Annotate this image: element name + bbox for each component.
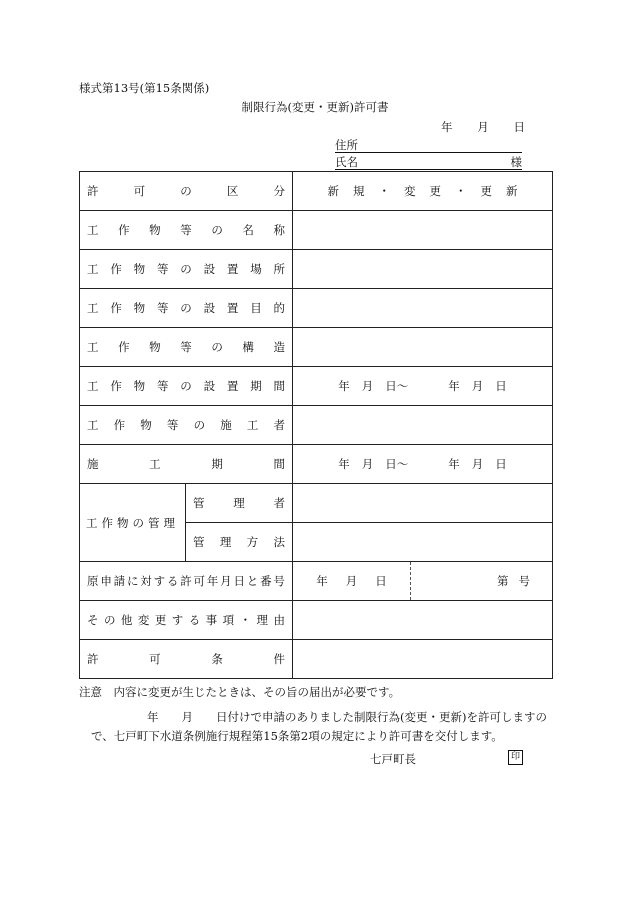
label-char: 造 <box>273 340 285 354</box>
label-char: 分 <box>273 184 285 198</box>
label-char: 対 <box>140 574 152 588</box>
date-char: 年 <box>316 574 328 588</box>
manager-field[interactable] <box>293 484 553 523</box>
form-row <box>80 445 553 484</box>
value-char: 月 <box>471 457 484 471</box>
management-row-manager <box>80 484 553 523</box>
name-label: 氏名 <box>335 155 358 169</box>
label-char: 区 <box>226 184 239 198</box>
label-char: 年 <box>206 574 219 588</box>
row-label <box>80 367 293 406</box>
label-char: 新 <box>327 184 339 198</box>
label-char: 可 <box>193 574 205 588</box>
original-permit-field[interactable] <box>293 562 553 601</box>
value-char: 年 <box>448 379 460 393</box>
label-char: 等 <box>156 301 169 315</box>
permit-conditions-row <box>80 640 553 679</box>
value-char: 日〜 <box>385 379 409 393</box>
label-char: 可 <box>133 184 146 198</box>
label-char: 番 <box>260 574 272 588</box>
seal-mark: 印 <box>508 750 523 765</box>
label-char: 物 <box>133 379 146 393</box>
value-char: 日 <box>495 379 507 393</box>
label-char: 許 <box>87 652 99 666</box>
label-char: の <box>211 223 223 237</box>
label-char: 方 <box>246 535 259 549</box>
label-char: に <box>126 574 139 588</box>
label-char: の <box>103 613 116 627</box>
label-char: 理 <box>256 613 269 627</box>
label-char: 管 <box>193 535 205 549</box>
label-char: 法 <box>273 535 285 549</box>
label-char: 号 <box>273 574 285 588</box>
label-char: 的 <box>273 301 285 315</box>
label-char: 規 <box>353 184 365 198</box>
label-char: 物 <box>149 340 161 354</box>
address-line <box>335 138 522 153</box>
original-number <box>411 562 552 600</box>
label-char: 由 <box>273 613 285 627</box>
label-char: ・ <box>239 613 252 627</box>
label-char: 可 <box>149 652 161 666</box>
label-char: 期 <box>211 457 223 471</box>
permit-conditions-label <box>80 640 293 679</box>
form-row <box>80 406 553 445</box>
label-char: 許 <box>180 574 192 588</box>
other-changes-label <box>80 601 293 640</box>
label-char: る <box>188 613 201 627</box>
label-char: 称 <box>273 223 285 237</box>
label-char: 工 <box>87 340 99 354</box>
label-char: 許 <box>87 184 99 198</box>
form-row <box>80 172 553 211</box>
value-char: 月 <box>471 379 484 393</box>
label-char: 工 <box>87 262 99 276</box>
label-char: 目 <box>250 301 262 315</box>
label-char: 作 <box>110 301 122 315</box>
label-char: 者 <box>273 418 285 432</box>
row-value-field[interactable] <box>293 367 553 406</box>
label-char: 事 <box>205 613 218 627</box>
label-char: 等 <box>156 379 169 393</box>
number-suffix: 号 <box>518 574 530 588</box>
row-value-field[interactable] <box>293 445 553 484</box>
label-char: 更 <box>480 184 492 198</box>
value-char: 月 <box>361 457 374 471</box>
label-char: 設 <box>203 262 216 276</box>
date-year: 年 <box>441 120 453 134</box>
label-char: 設 <box>203 379 216 393</box>
label-char: ・ <box>455 184 467 198</box>
row-value-field[interactable] <box>293 211 553 250</box>
label-char: 場 <box>250 262 262 276</box>
label-char: 管 <box>193 496 205 510</box>
issue-date <box>441 119 525 135</box>
method-field[interactable] <box>293 523 553 562</box>
number-prefix: 第 <box>497 574 509 588</box>
row-label <box>80 445 293 484</box>
label-char: 原 <box>87 574 99 588</box>
label-char: 条 <box>211 652 223 666</box>
row-label <box>80 211 293 250</box>
management-label: 工作物の管理 <box>80 484 186 562</box>
label-char: 物 <box>133 262 146 276</box>
label-char: 者 <box>273 496 285 510</box>
label-char: の <box>180 379 192 393</box>
address-label: 住所 <box>335 138 358 152</box>
permit-form-table <box>79 171 553 679</box>
label-char: 期 <box>250 379 262 393</box>
label-char: の <box>211 340 223 354</box>
label-char: 所 <box>273 262 285 276</box>
label-char: 構 <box>242 340 254 354</box>
value-char: 日〜 <box>385 457 409 471</box>
value-char: 年 <box>448 457 460 471</box>
row-value-field[interactable] <box>293 289 553 328</box>
date-char: 日 <box>375 574 387 588</box>
label-char: 等 <box>180 223 192 237</box>
label-char: と <box>246 574 259 588</box>
label-char: る <box>166 574 179 588</box>
label-char: 物 <box>149 223 161 237</box>
label-char: 変 <box>404 184 416 198</box>
label-char: そ <box>87 613 99 627</box>
label-char: す <box>153 574 166 588</box>
label-char: 他 <box>120 613 133 627</box>
mayor-title: 七戸町長 <box>370 752 416 766</box>
form-row <box>80 328 553 367</box>
row-label <box>80 289 293 328</box>
label-char: 新 <box>506 184 518 198</box>
label-char: 工 <box>87 223 99 237</box>
label-char: 理 <box>219 535 232 549</box>
label-char: す <box>171 613 184 627</box>
original-date <box>293 562 411 600</box>
form-number: 様式第13号(第15条関係) <box>79 81 210 95</box>
label-char: 変 <box>137 613 150 627</box>
form-row <box>80 250 553 289</box>
label-char: 工 <box>87 301 99 315</box>
value-char: 日 <box>495 457 507 471</box>
original-permit-label <box>80 562 293 601</box>
name-line <box>335 155 522 170</box>
form-row <box>80 211 553 250</box>
label-char: 置 <box>226 301 239 315</box>
row-value-field[interactable] <box>293 406 553 445</box>
manager-label <box>186 484 293 523</box>
label-char: 項 <box>222 613 235 627</box>
document-title: 制限行為(変更・更新)許可書 <box>241 100 389 114</box>
date-char: 月 <box>345 574 358 588</box>
label-char: 工 <box>246 418 259 432</box>
label-char: 件 <box>273 652 285 666</box>
other-changes-field[interactable] <box>293 601 553 640</box>
label-char: の <box>193 418 206 432</box>
permission-statement: 年 月 日付けで申請のありました制限行為(変更・更新)を許可しますので、七戸町下水道条例施行規程第15条第2項の規定により許可書を交付します。 <box>91 710 547 743</box>
label-char: 置 <box>226 262 239 276</box>
label-char: 月 <box>220 574 232 588</box>
row-label <box>80 328 293 367</box>
label-char: ・ <box>378 184 390 198</box>
other-changes-row <box>80 601 553 640</box>
label-char: 作 <box>118 340 130 354</box>
label-char: 施 <box>87 457 99 471</box>
label-char: 等 <box>180 340 192 354</box>
form-row <box>80 289 553 328</box>
row-value-field[interactable] <box>293 328 553 367</box>
label-char: 置 <box>226 379 239 393</box>
label-char: 理 <box>233 496 245 510</box>
permit-conditions-field[interactable] <box>293 640 553 679</box>
label-char: 等 <box>166 418 179 432</box>
label-char: の <box>180 262 192 276</box>
label-char: 等 <box>156 262 169 276</box>
label-char: 申 <box>100 574 112 588</box>
label-char: の <box>180 301 192 315</box>
label-char: 工 <box>87 418 99 432</box>
notice-text: 注意 内容に変更が生じたときは、その旨の届出が必要です。 <box>79 685 401 699</box>
date-day: 日 <box>513 120 525 134</box>
label-char: 作 <box>110 262 122 276</box>
label-char: 工 <box>87 379 99 393</box>
row-value-field[interactable] <box>293 250 553 289</box>
value-char: 年 <box>338 379 350 393</box>
label-char: 施 <box>220 418 232 432</box>
form-row <box>80 367 553 406</box>
label-char: 設 <box>203 301 216 315</box>
row-label <box>80 406 293 445</box>
label-char: の <box>180 184 192 198</box>
row-label <box>80 172 293 211</box>
label-char: 間 <box>273 379 285 393</box>
label-char: 更 <box>154 613 167 627</box>
label-char: 請 <box>113 574 126 588</box>
label-char: 作 <box>110 379 122 393</box>
date-month: 月 <box>477 120 489 134</box>
label-char: 名 <box>242 223 254 237</box>
label-char: 工 <box>149 457 161 471</box>
value-char: 年 <box>338 457 350 471</box>
label-char: 間 <box>273 457 285 471</box>
original-permit-row <box>80 562 553 601</box>
label-char: 日 <box>233 574 245 588</box>
row-value-field[interactable] <box>293 172 553 211</box>
label-char: 物 <box>140 418 152 432</box>
method-label <box>186 523 293 562</box>
label-char: 物 <box>133 301 146 315</box>
row-label <box>80 250 293 289</box>
value-char: 月 <box>361 379 374 393</box>
label-char: 更 <box>429 184 441 198</box>
name-honorific: 様 <box>510 155 522 169</box>
label-char: 作 <box>113 418 126 432</box>
label-char: 作 <box>118 223 130 237</box>
